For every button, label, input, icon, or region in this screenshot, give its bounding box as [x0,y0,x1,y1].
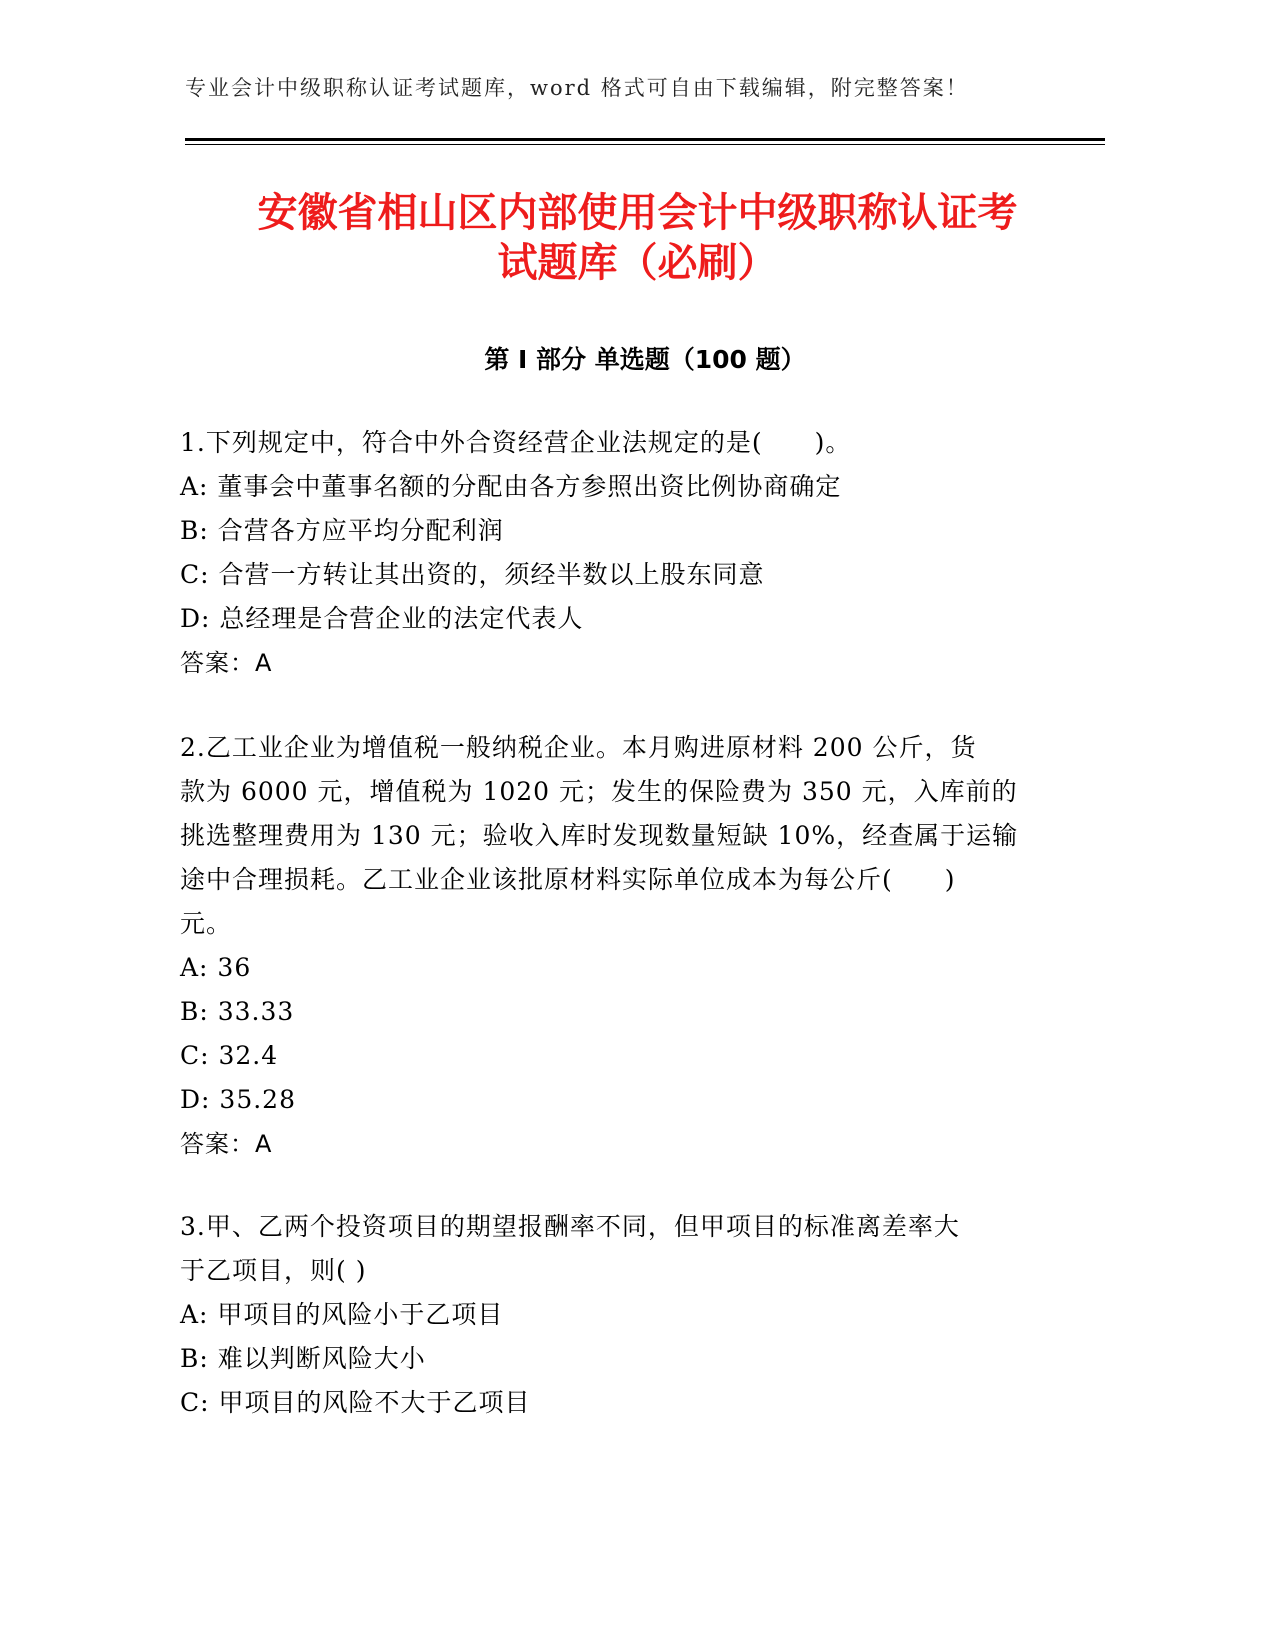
question-1-option-b: B: 合营各方应平均分配利润 [180,516,504,545]
question-2-option-b: B: 33.33 [180,997,295,1026]
question-1-option-c: C: 合营一方转让其出资的，须经半数以上股东同意 [180,560,765,589]
question-1-stem: 1.下列规定中，符合中外合资经营企业法规定的是( )。 [180,428,852,457]
question-2-stem-line-4: 途中合理损耗。乙工业企业该批原材料实际单位成本为每公斤( ) [180,865,956,894]
header-rule-thin [185,144,1105,145]
question-1-option-d: D: 总经理是合营企业的法定代表人 [180,604,584,633]
question-2-option-a: A: 36 [180,953,252,982]
question-2-stem-line-5: 元。 [180,909,233,938]
question-2-stem-line-3: 挑选整理费用为 130 元；验收入库时发现数量短缺 10%，经查属于运输 [180,821,1019,850]
question-3-option-a: A: 甲项目的风险小于乙项目 [180,1300,504,1329]
question-3 [180,1205,1040,1425]
document-title-line-1: 安徽省相山区内部使用会计中级职称认证考 [257,190,1018,236]
document-title-line-2: 试题库（必刷） [497,240,778,286]
question-3-option-b: B: 难以判断风险大小 [180,1344,426,1373]
question-3-stem-line-2: 于乙项目，则( ) [180,1256,367,1285]
header-note: 专业会计中级职称认证考试题库，word 格式可自由下载编辑，附完整答案！ [185,76,969,100]
question-3-stem-line-1: 3.甲、乙两个投资项目的期望报酬率不同，但甲项目的标准离差率大 [180,1212,960,1241]
question-2-answer: 答案：A [180,1130,273,1158]
question-1-answer: 答案：A [180,649,273,677]
question-2-stem-line-2: 款为 6000 元，增值税为 1020 元；发生的保险费为 350 元，入库前的 [180,777,1018,806]
question-2 [180,726,1040,1166]
question-1 [180,421,1040,685]
question-1-option-a: A: 董事会中董事名额的分配由各方参照出资比例协商确定 [180,472,842,501]
header-rule-thick [185,138,1105,141]
question-3-option-c: C: 甲项目的风险不大于乙项目 [180,1388,531,1417]
section-title: 第 I 部分 单选题（100 题） [484,345,806,374]
question-2-option-c: C: 32.4 [180,1041,279,1070]
question-2-stem-line-1: 2.乙工业企业为增值税一般纳税企业。本月购进原材料 200 公斤，货 [180,733,977,762]
document-title [150,188,1125,288]
question-2-option-d: D: 35.28 [180,1085,296,1114]
